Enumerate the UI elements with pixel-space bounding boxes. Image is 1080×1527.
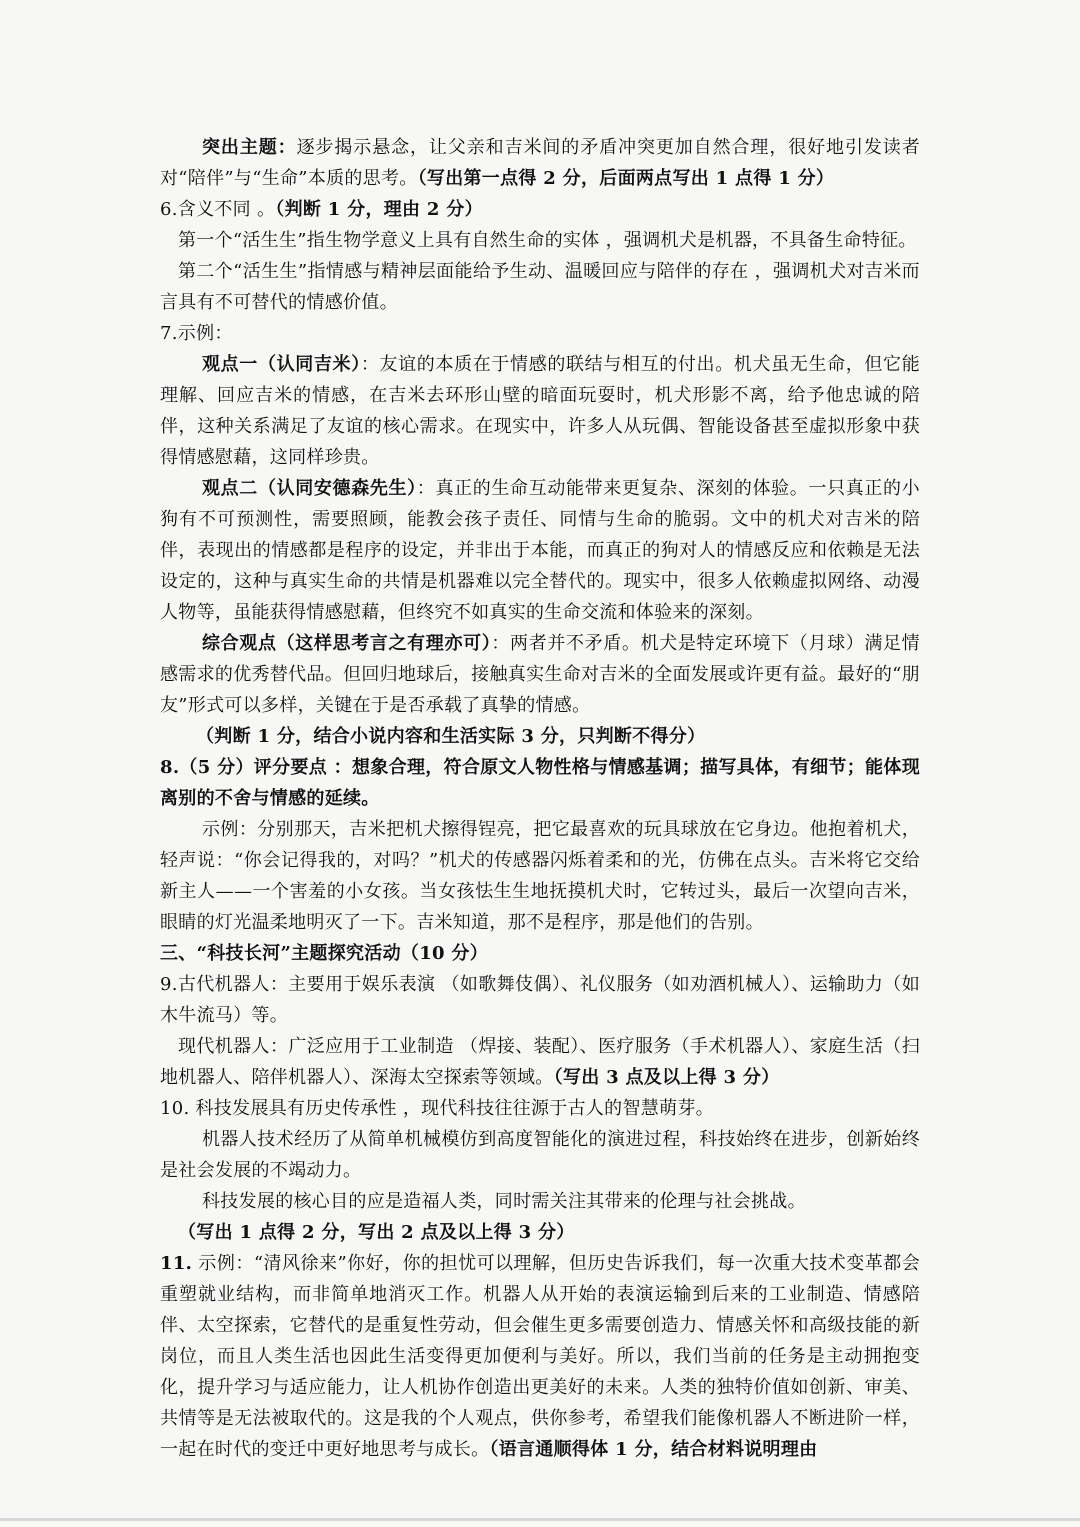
q7-score: （判断 1 分，结合小说内容和生活实际 3 分，只判断不得分） <box>196 726 706 747</box>
q6-title: 6.含义不同 。 <box>160 199 276 220</box>
q7-view-1-label: 观点一（认同吉米） <box>202 354 361 375</box>
q7-view-2-label: 观点二（认同安德森先生） <box>202 478 417 499</box>
q7-view-3-label: 综合观点（这样思考言之有理亦可） <box>202 633 492 654</box>
q10-paragraph-1: 10. 科技发展具有历史传承性 ，现代科技往往源于古人的智慧萌芽。 <box>160 1098 714 1119</box>
q9-paragraph-2-text: 现代机器人：广泛应用于工业制造 （焊接、装配）、医疗服务（手术机器人）、家庭生活（扫地机器人、陪伴机器人）、深海太空探索等领域。 <box>160 1036 920 1088</box>
topic-label: 突出主题： <box>202 137 297 158</box>
q9-paragraph-1: 9.古代机器人：主要用于娱乐表演 （如歌舞伎偶）、礼仪服务（如劝酒机械人）、运输助力（如木牛流马）等。 <box>160 974 920 1026</box>
q7-title: 7.示例： <box>160 323 233 344</box>
q9-score: （写出 3 点及以上得 3 分） <box>553 1067 780 1088</box>
q8-title: 8.（5 分）评分要点 ：想象合理，符合原文人物性格与情感基调；描写具体，有细节；能体现离别的不舍与情感的延续。 <box>160 757 920 809</box>
q6-score: （判断 1 分，理由 2 分） <box>275 199 483 220</box>
q11-score: （语言通顺得体 1 分，结合材料说明理由 <box>489 1439 818 1460</box>
topic-score: （写出第一点得 2 分，后面两点写出 1 点得 1 分） <box>417 168 835 189</box>
q7-view-2 <box>160 473 920 628</box>
q7-view-3 <box>160 628 920 721</box>
q8-example: 示例：分别那天，吉米把机犬擦得锃亮，把它最喜欢的玩具球放在它身边。他抱着机犬，轻声说：“你会记得我的，对吗？”机犬的传感器闪烁着柔和的光，仿佛在点头。吉米将它交给新主人——一个害羞的小女孩。当女孩怯生生地抚摸机犬时，它转过头，最后一次望向吉米，眼睛的灯光温柔地明灭了一下。吉米知道，那不是程序，那是他们的告别。 <box>160 819 920 933</box>
q6-paragraph-2: 第二个“活生生”指情感与精神层面能给予生动、温暖回应与陪伴的存在 ，强调机犬对吉米而言具有不可替代的情感价值。 <box>160 261 920 313</box>
q6-title-line <box>160 194 920 225</box>
topic-text: 逐步揭示悬念，让父亲和吉米间的矛盾冲突更加自然合理，很好地引发读者对“陪伴”与“生命”本质的思考。 <box>160 137 920 189</box>
q11-paragraph <box>160 1248 920 1465</box>
q6-paragraph-1: 第一个“活生生”指生物学意义上具有自然生命的实体 ，强调机犬是机器，不具备生命特征。 <box>178 230 917 251</box>
q10-paragraph-2: 机器人技术经历了从简单机械模仿到高度智能化的演进过程，科技始终在进步，创新始终是社会发展的不竭动力。 <box>160 1129 920 1181</box>
q7-view-3-text: ：两者并不矛盾。机犬是特定环境下（月球）满足情感需求的优秀替代品。但回归地球后，接触真实生命对吉米的全面发展或许更有益。最好的“朋友”形式可以多样，关键在于是否承载了真挚的情感。 <box>160 633 920 716</box>
topic-paragraph <box>160 132 920 194</box>
q7-view-1 <box>160 349 920 473</box>
q7-view-1-text: ：友谊的本质在于情感的联结与相互的付出。机犬虽无生命，但它能理解、回应吉米的情感，在吉米去环形山壁的暗面玩耍时，机犬形影不离，给予他忠诚的陪伴，这种关系满足了友谊的核心需求。在现实中，许多人从玩偶、智能设备甚至虚拟形象中获得情感慰藉，这同样珍贵。 <box>160 354 921 468</box>
q7-view-2-text: ：真正的生命互动能带来更复杂、深刻的体验。一只真正的小狗有不可预测性，需要照顾，能教会孩子责任、同情与生命的脆弱。文中的机犬对吉米的陪伴，表现出的情感都是程序的设定，并非出于本能，而真正的狗对人的情感反应和依赖是无法设定的，这种与真实生命的共情是机器难以完全替代的。现实中，很多人依赖虚拟网络、动漫人物等，虽能获得情感慰藉，但终究不如真实的生命交流和体验来的深刻。 <box>160 478 920 623</box>
q10-score: （写出 1 点得 2 分，写出 2 点及以上得 3 分） <box>178 1222 575 1243</box>
q9-paragraph-2 <box>160 1031 920 1093</box>
q11-text: 示例：“清风徐来”你好，你的担忧可以理解，但历史告诉我们，每一次重大技术变革都会重塑就业结构，而非简单地消灭工作。机器人从开始的表演运输到后来的工业制造、情感陪伴、太空探索，它替代的是重复性劳动，但会催生更多需要创造力、情感关怀和高级技能的新岗位，而且人类生活也因此生活变得更加便利与美好。所以，我们当前的任务是主动拥抱变化，提升学习与适应能力，让人机协作创造出更美好的未来。人类的独特价值如创新、审美、共情等是无法被取代的。这是我的个人观点，供你参考，希望我们能像机器人不断进阶一样，一起在时代的变迁中更好地思考与成长。 <box>160 1253 920 1460</box>
page-bottom-edge <box>0 1518 1080 1521</box>
section-3-title: 三、“科技长河”主题探究活动（10 分） <box>160 943 489 964</box>
q10-paragraph-3: 科技发展的核心目的应是造福人类，同时需关注其带来的伦理与社会挑战。 <box>202 1191 806 1212</box>
q11-number: 11. <box>160 1253 193 1274</box>
